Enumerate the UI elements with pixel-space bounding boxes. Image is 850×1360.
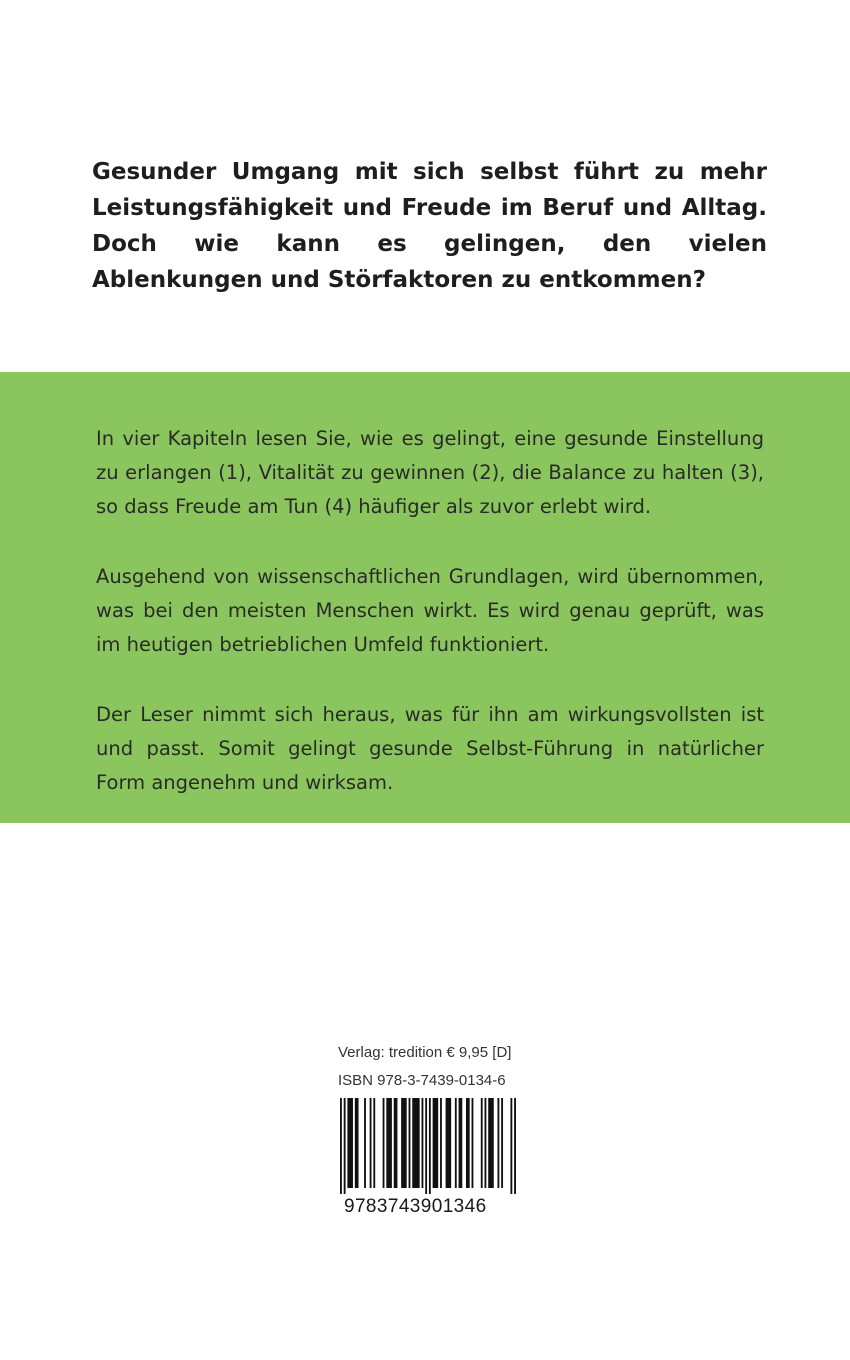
barcode-bar bbox=[412, 1098, 419, 1188]
barcode-bar bbox=[472, 1098, 474, 1188]
barcode-bar bbox=[459, 1098, 463, 1188]
barcode-bar bbox=[355, 1098, 359, 1188]
barcode-bar bbox=[440, 1098, 442, 1188]
barcode-bar bbox=[386, 1098, 392, 1188]
barcode-bar bbox=[488, 1098, 494, 1188]
barcode-bar bbox=[383, 1098, 385, 1188]
barcode-bar bbox=[497, 1098, 499, 1188]
description-paragraph-3: Der Leser nimmt sich heraus, was für ihn am wirkungsvollsten ist und passt. Somit gelingt gesunde Selbst-Führung in natürlicher Form angenehm und wirksam. bbox=[96, 703, 764, 794]
barcode-bar bbox=[455, 1098, 457, 1188]
barcode-bar bbox=[340, 1098, 342, 1194]
isbn-line: ISBN 978-3-7439-0134-6 bbox=[338, 1072, 506, 1089]
barcode-bar bbox=[344, 1098, 346, 1194]
publisher-price-line: Verlag: tredition € 9,95 [D] bbox=[338, 1044, 512, 1061]
barcode-digits: 9783743901346 bbox=[344, 1196, 487, 1217]
barcode-bar bbox=[510, 1098, 512, 1194]
barcode-block bbox=[338, 1044, 522, 1218]
barcode-bar bbox=[429, 1098, 431, 1194]
barcode-bar bbox=[409, 1098, 411, 1188]
barcode-bar bbox=[433, 1098, 439, 1188]
description-text bbox=[96, 422, 764, 836]
barcode-bar bbox=[425, 1098, 427, 1194]
description-paragraph-2: Ausgehend von wissenschaftlichen Grundlagen, wird übernommen, was bei den meisten Menschen wirkt. Es wird genau geprüft, was im heutigen betrieblichen Umfeld funktioniert. bbox=[96, 565, 764, 656]
barcode-bar bbox=[373, 1098, 375, 1188]
barcode-bar bbox=[347, 1098, 353, 1188]
barcode-bar bbox=[501, 1098, 503, 1188]
barcode-bar bbox=[370, 1098, 372, 1188]
barcode-bar bbox=[422, 1098, 424, 1188]
barcode-bar bbox=[514, 1098, 516, 1194]
teaser-text: Gesunder Umgang mit sich selbst führt zu mehr Leistungsfähigkeit und Freude im Beruf und Alltag. Doch wie kann es gelingen, den vielen Ablenkungen und Störfaktoren zu entkommen? bbox=[92, 159, 767, 293]
barcode-bar bbox=[481, 1098, 483, 1188]
barcode-bar bbox=[485, 1098, 487, 1188]
barcode bbox=[340, 1098, 516, 1194]
barcode-bar bbox=[466, 1098, 470, 1188]
barcode-bar bbox=[364, 1098, 366, 1188]
barcode-bar bbox=[446, 1098, 452, 1188]
description-paragraph-1: In vier Kapiteln lesen Sie, wie es gelingt, eine gesunde Einstellung zu erlangen (1), Vitalität zu gewinnen (2), die Balance zu halten (3), so dass Freude am Tun (4) häufiger als zuvor erlebt wird. bbox=[96, 427, 764, 518]
barcode-bar bbox=[401, 1098, 407, 1188]
barcode-bar bbox=[394, 1098, 398, 1188]
